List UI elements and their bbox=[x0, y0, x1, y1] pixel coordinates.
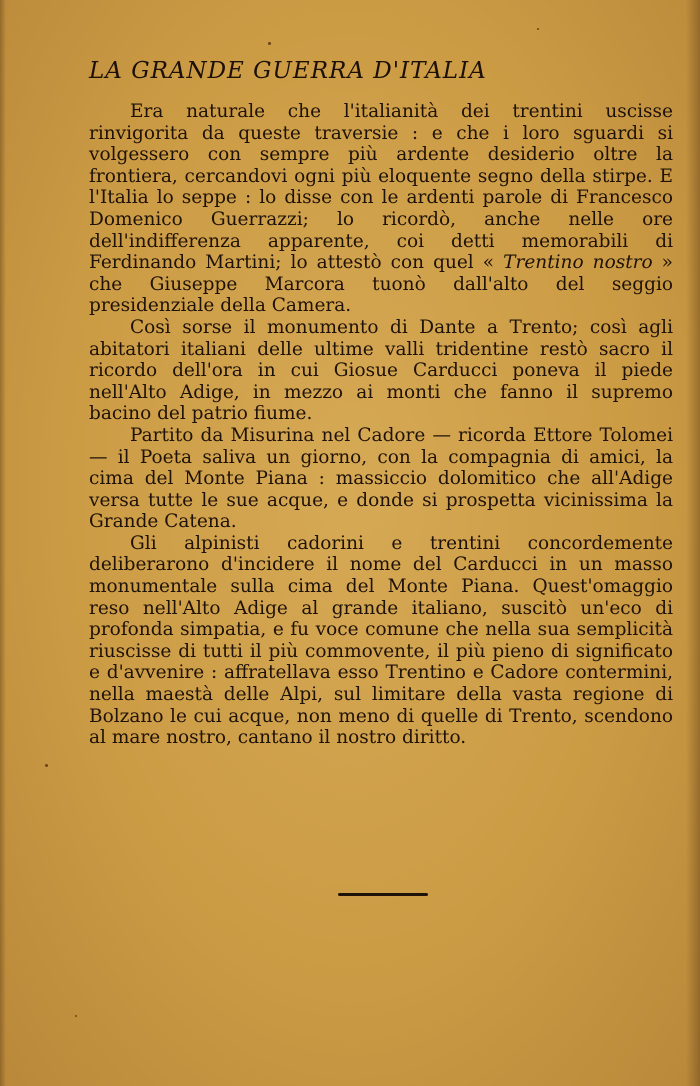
paragraph-4: Gli alpinisti cadorini e trentini concordemente deliberarono d'incidere il nome del Carducci in un masso monumentale sulla cima del Monte Piana. Quest'omaggio reso nell'Alto Adige al grande italiano, suscitò un'eco di profonda simpatia, e fu voce comune che nella sua semplicità riuscisse di tutti il più commovente, il più pieno di significato e d'avvenire : affratellava esso Trentino e Cadore contermini, nella maestà delle Alpi, sul limitare della vasta regione di Bolzano le cui acque, non meno di quelle di Trento, scendono al mare nostro, cantano il nostro diritto. bbox=[89, 532, 673, 749]
body-text bbox=[89, 101, 673, 749]
paragraph-2: Così sorse il monumento di Dante a Trento; così agli abitatori italiani delle ultime valli tridentine restò sacro il ricordo dell'ora in cui Giosue Carducci poneva il piede nell'Alto Adige, in mezzo ai monti che fanno il supremo bacino del patrio fiume. bbox=[89, 316, 673, 425]
page-edge-shadow-right bbox=[686, 0, 700, 1086]
page-edge-shadow-left bbox=[0, 0, 6, 1086]
paragraph-1-text: Era naturale che l'italianità dei trentini uscisse rinvigorita da queste traversie : e che i loro sguardi si volgessero con sempre più ardente desiderio oltre la frontiera, cercandovi ogni più eloquente segno della stirpe. E l'Italia lo seppe : lo disse con le ardenti parole di Francesco Domenico Guerrazzi; lo ricordò, anche nelle ore dell'indifferenza apparente, coi detti memorabili di Ferdinando Martini; lo attestò con quel « bbox=[89, 101, 673, 274]
paper-speck bbox=[45, 764, 48, 767]
paper-speck bbox=[268, 42, 271, 45]
quoted-phrase: Trentino nostro bbox=[503, 252, 653, 274]
paper-speck bbox=[75, 1015, 77, 1017]
paper-speck bbox=[537, 28, 539, 30]
running-head: LA GRANDE GUERRA D'ITALIA bbox=[89, 58, 487, 84]
paragraph-1 bbox=[89, 101, 673, 317]
paragraph-1-text-end: » che Giuseppe Marcora tuonò dall'alto del seggio presidenziale della Camera. bbox=[89, 252, 673, 317]
end-rule bbox=[338, 893, 428, 896]
paragraph-3: Partito da Misurina nel Cadore — ricorda Ettore Tolomei — il Poeta saliva un giorno, con la compagnia di amici, la cima del Monte Piana : massiccio dolomitico che all'Adige versa tutte le sue acque, e donde si prospetta vicinissima la Grande Catena. bbox=[89, 424, 673, 533]
